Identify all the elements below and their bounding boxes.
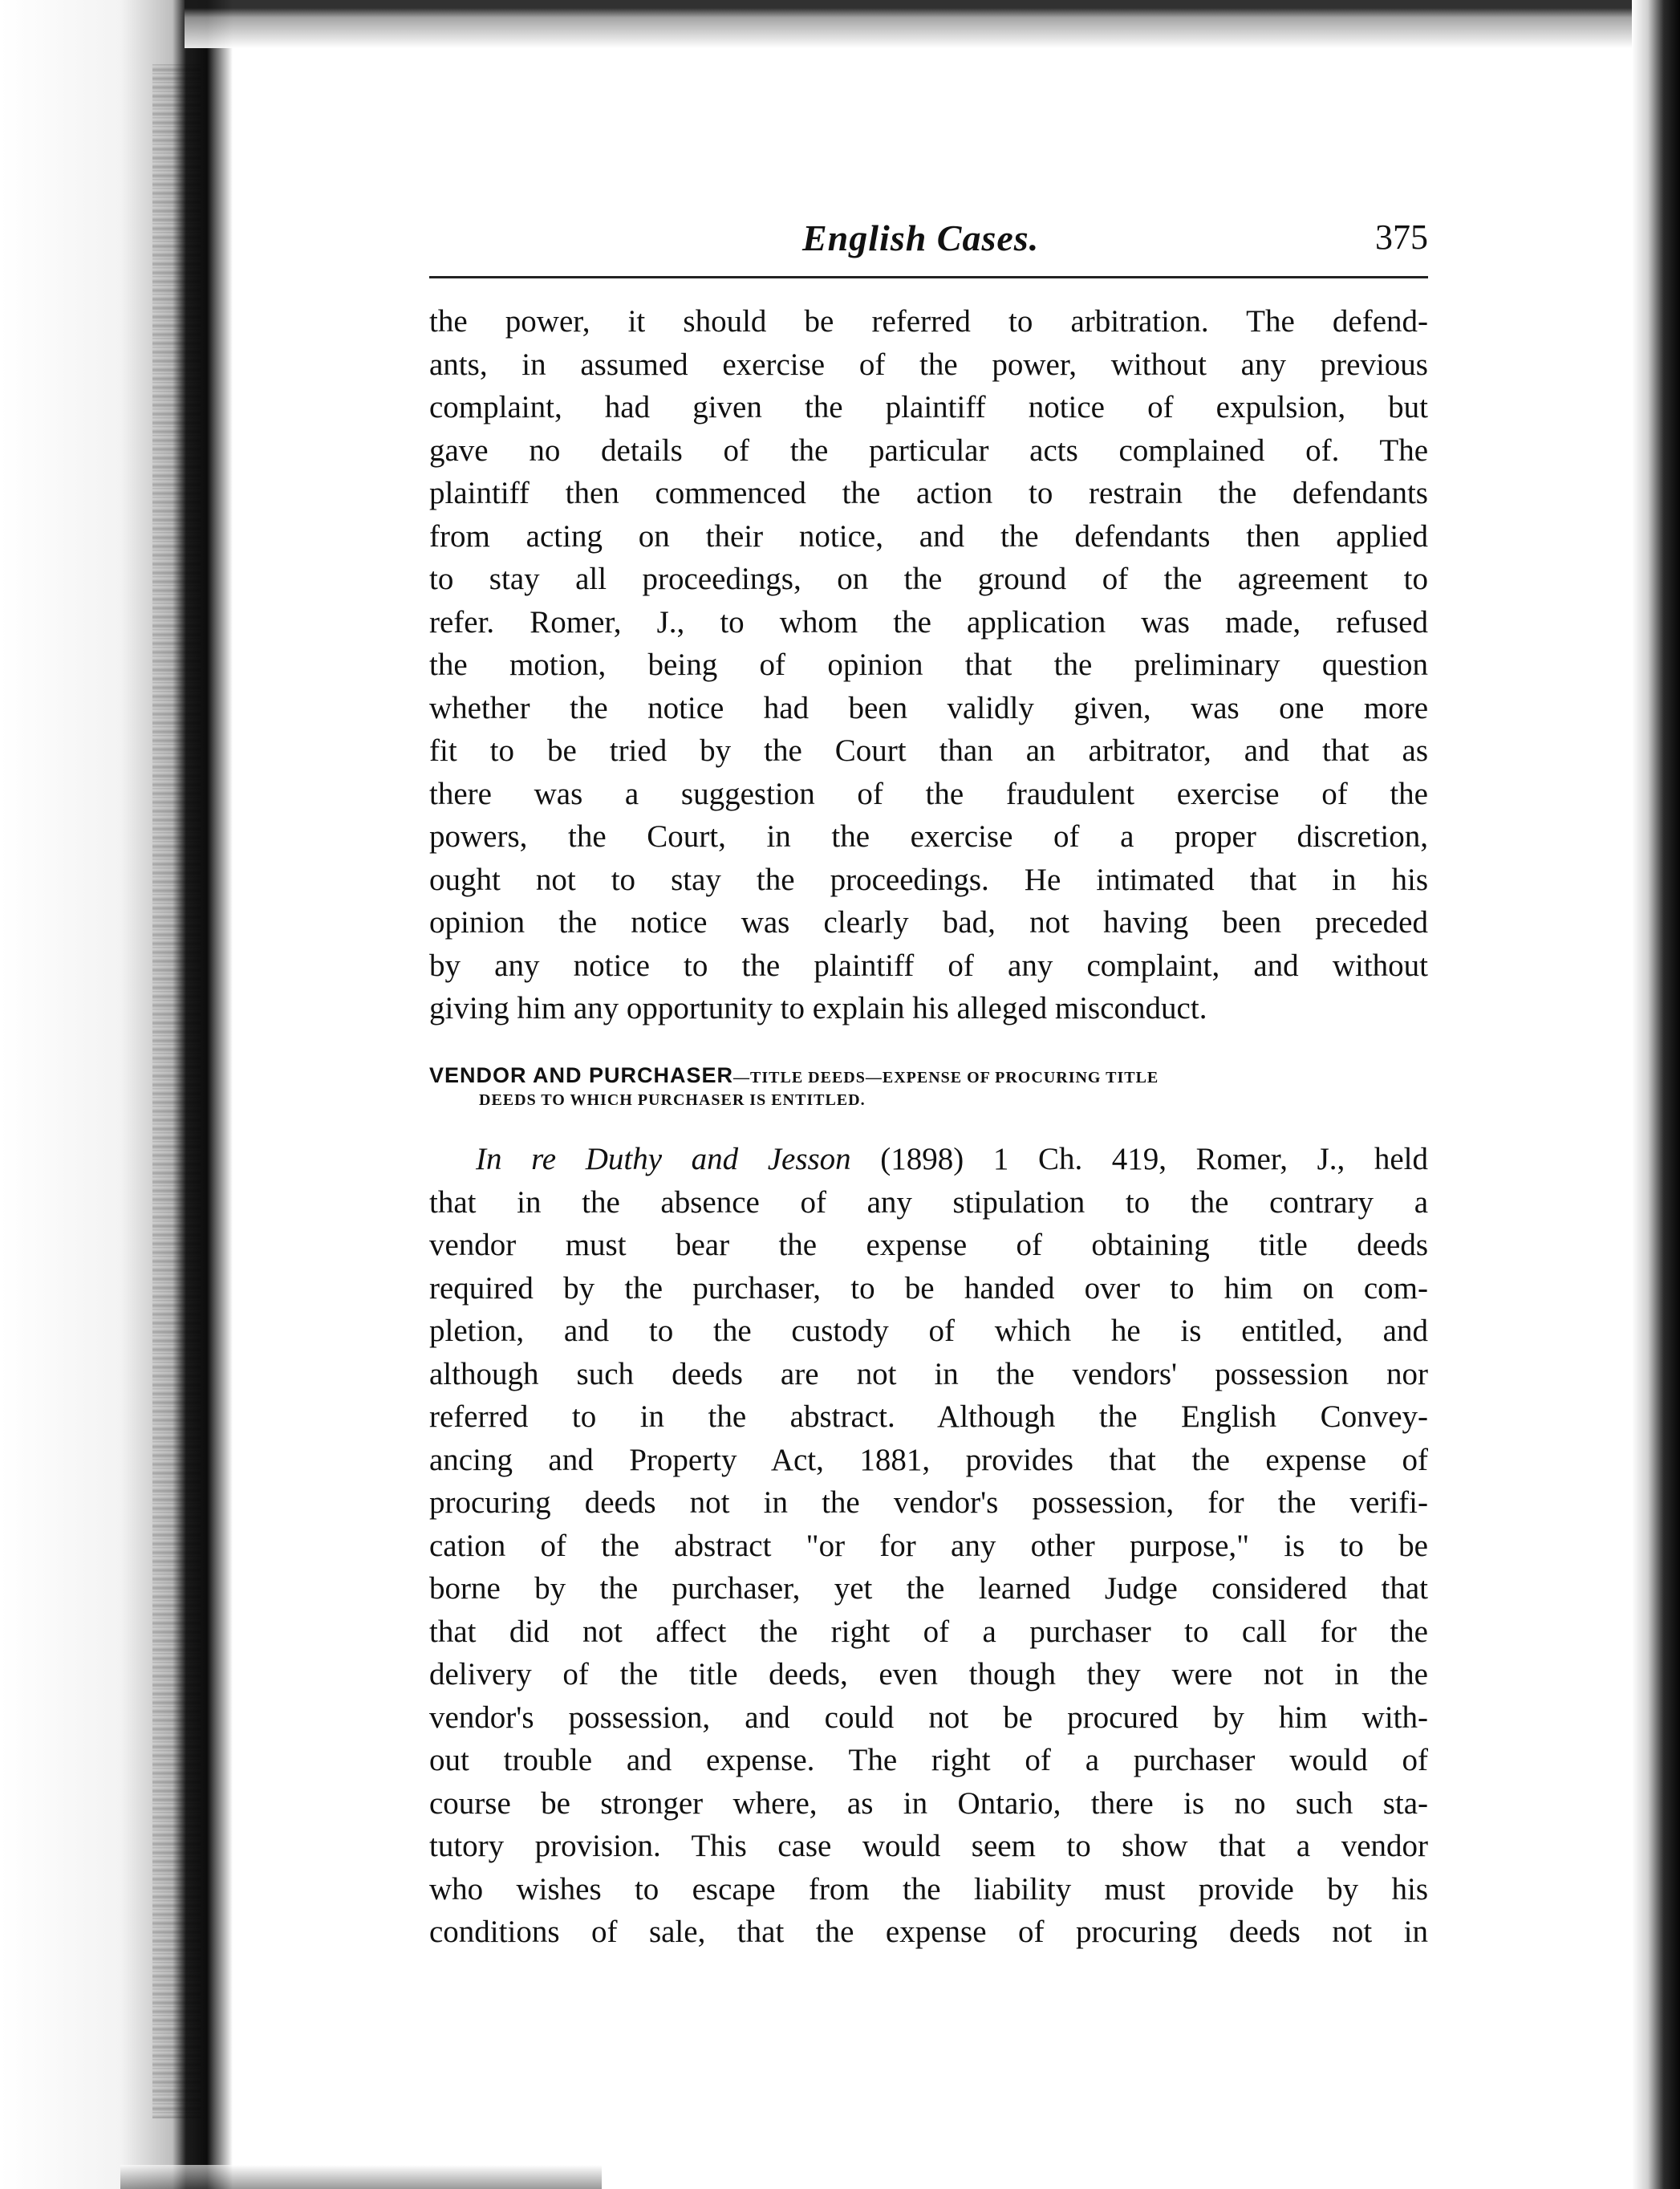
- text-line: ancing and Property Act, 1881, provides that the expense of: [429, 1442, 1428, 1477]
- text-line: by any notice to the plaintiff of any complaint, and without: [429, 948, 1428, 983]
- text-line: ants, in assumed exercise of the power, without any previous: [429, 347, 1428, 382]
- text-line: referred to in the abstract. Although the English Convey-: [429, 1399, 1428, 1434]
- text-line: the motion, being of opinion that the preliminary question: [429, 648, 1428, 682]
- heading-subtitle-part1: —TITLE DEEDS—EXPENSE OF PROCURING TITLE: [733, 1069, 1159, 1086]
- heading-subtitle-part2: DEEDS TO WHICH PURCHASER IS ENTITLED.: [479, 1091, 866, 1109]
- text-line: conditions of sale, that the expense of procuring deeds not in: [429, 1915, 1428, 1949]
- text-line: tutory provision. This case would seem to show that a vendor: [429, 1829, 1428, 1863]
- text-line: plaintiff then commenced the action to restrain the defendants: [429, 476, 1428, 510]
- text-line: vendor's possession, and could not be procured by him with-: [429, 1700, 1428, 1735]
- text-line: from acting on their notice, and the defendants then applied: [429, 518, 1428, 554]
- text-line: powers, the Court, in the exercise of a proper discretion,: [429, 819, 1428, 854]
- section-heading: [429, 1063, 1428, 1110]
- book-gutter-shadow: [0, 0, 241, 2189]
- text-line: that did not affect the right of a purchaser to call for the: [429, 1614, 1428, 1649]
- text-line: there was a suggestion of the fraudulent exercise of the: [429, 776, 1428, 811]
- top-edge-shadow: [185, 0, 1645, 48]
- text-line: although such deeds are not in the vendors' possession nor: [429, 1356, 1428, 1391]
- page-header: [429, 217, 1428, 273]
- text-line: out trouble and expense. The right of a purchaser would of: [429, 1743, 1428, 1777]
- text-line: the power, it should be referred to arbitration. The defend-: [429, 304, 1428, 339]
- text-line: to stay all proceedings, on the ground of the agreement to: [429, 562, 1428, 596]
- heading-title: VENDOR AND PURCHASER: [429, 1063, 734, 1087]
- text-line: gave no details of the particular acts complained of. The: [429, 433, 1428, 468]
- bottom-edge-shadow: [120, 2165, 602, 2189]
- case-citation-name: In re Duthy and Jesson: [476, 1142, 851, 1176]
- page-number: 375: [1375, 217, 1428, 257]
- right-edge-shadow: [1632, 0, 1680, 2189]
- text-line: giving him any opportunity to explain his alleged misconduct.: [429, 991, 1207, 1025]
- text-line: cation of the abstract "or for any other purpose," is to be: [429, 1528, 1428, 1563]
- text-line: fit to be tried by the Court than an arbitrator, and that as: [429, 733, 1428, 768]
- text-line: vendor must bear the expense of obtaining title deeds: [429, 1228, 1428, 1262]
- text-line: course be stronger where, as in Ontario, there is no such sta-: [429, 1785, 1428, 1821]
- text-line: who wishes to escape from the liability must provide by his: [429, 1871, 1428, 1907]
- text-line: that in the absence of any stipulation to the contrary a: [429, 1184, 1428, 1220]
- paragraph-2: [429, 1138, 1428, 1954]
- heading-line-1: [429, 1063, 1428, 1088]
- running-head: English Cases.: [802, 217, 1040, 258]
- text-line-first: [429, 1138, 1428, 1181]
- text-line: complaint, had given the plaintiff notice of expulsion, but: [429, 390, 1428, 424]
- paragraph-1: [429, 300, 1428, 1030]
- text-line: borne by the purchaser, yet the learned Judge considered that: [429, 1571, 1428, 1606]
- header-rule: [429, 276, 1428, 278]
- text-line: procuring deeds not in the vendor's possession, for the verifi-: [429, 1485, 1428, 1520]
- text-line: opinion the notice was clearly bad, not having been preceded: [429, 905, 1428, 940]
- text-line: pletion, and to the custody of which he is entitled, and: [429, 1314, 1428, 1348]
- text-line: refer. Romer, J., to whom the application was made, refused: [429, 604, 1428, 640]
- gutter-noise: [152, 64, 201, 2118]
- text-line: whether the notice had been validly given, was one more: [429, 690, 1428, 725]
- text-line: ought not to stay the proceedings. He intimated that in his: [429, 862, 1428, 897]
- case-citation-rest: (1898) 1 Ch. 419, Romer, J., held: [850, 1142, 1428, 1176]
- text-line: delivery of the title deeds, even though they were not in the: [429, 1657, 1428, 1692]
- text-line: required by the purchaser, to be handed over to him on com-: [429, 1270, 1428, 1306]
